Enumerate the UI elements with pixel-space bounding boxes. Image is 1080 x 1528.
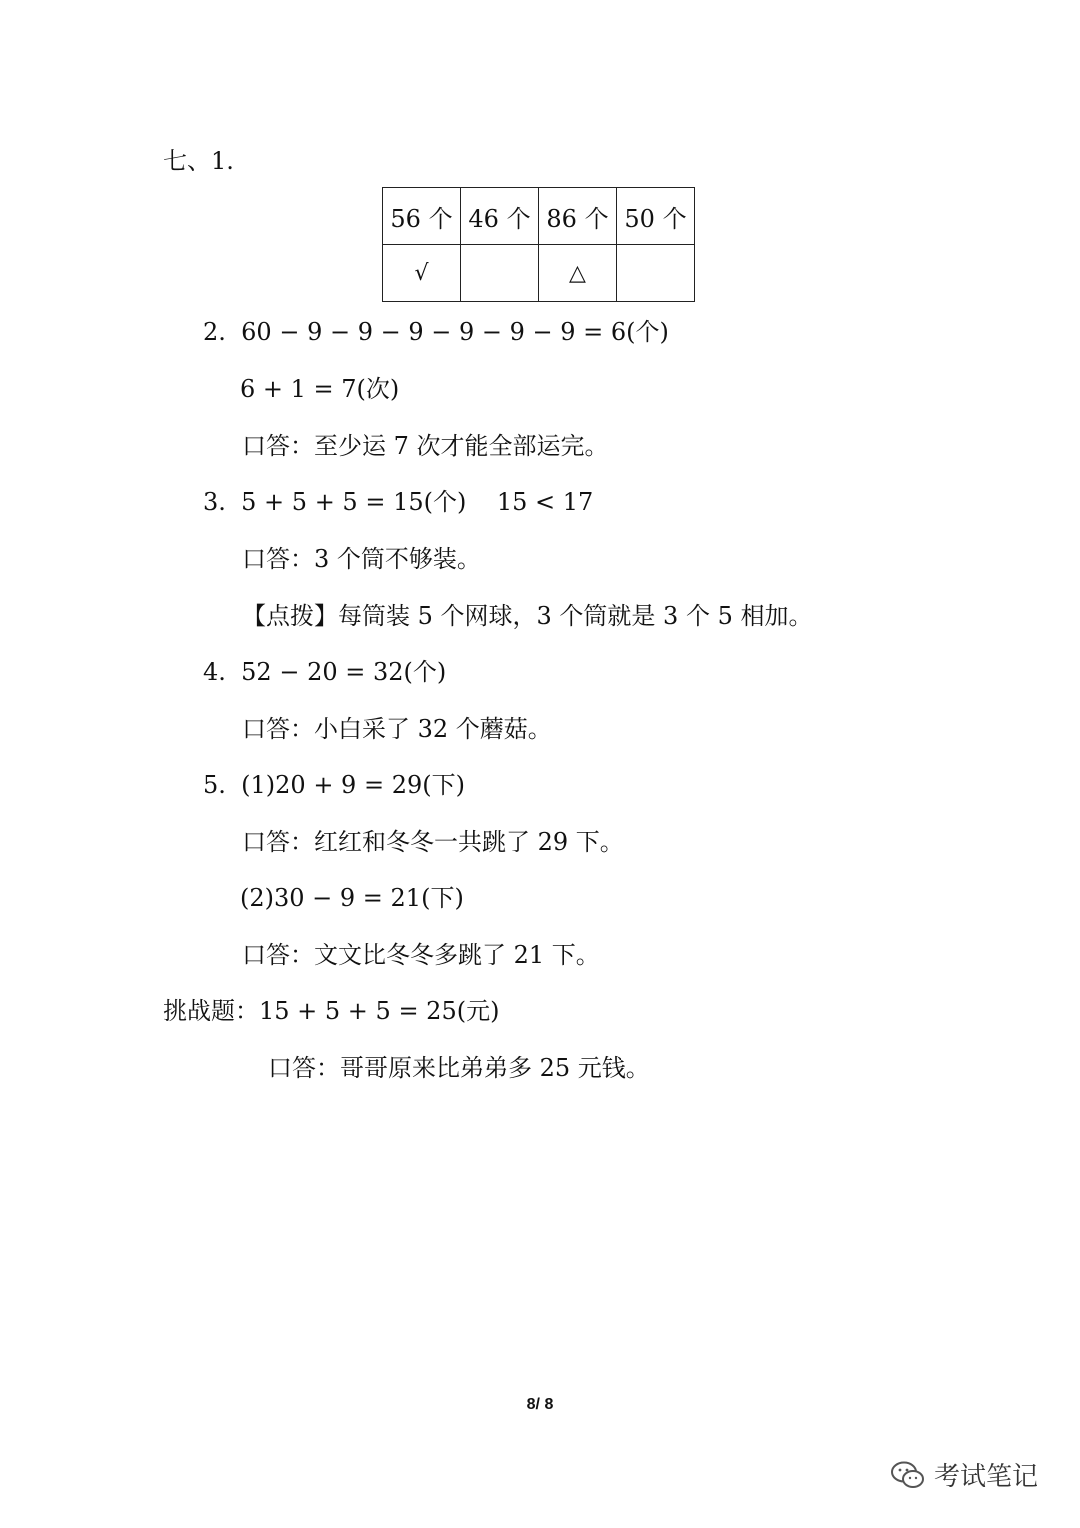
answer-line: (2)30 − 9 = 21(下) bbox=[240, 884, 464, 912]
challenge-line: 挑战题：15 + 5 + 5 = 25(元) bbox=[163, 997, 500, 1025]
watermark bbox=[890, 1456, 1038, 1493]
watermark-text: 考试笔记 bbox=[934, 1462, 1039, 1492]
answer-line: 5. (1)20 + 9 = 29(下) bbox=[203, 771, 465, 799]
answer-line: 口答：文文比冬冬多跳了 21 下。 bbox=[242, 941, 600, 969]
section-label: 七、1. bbox=[163, 147, 234, 175]
table-header-cell: 46 个 bbox=[461, 188, 539, 245]
table-mark-cell bbox=[617, 245, 695, 302]
answer-line: 口答：3 个筒不够装。 bbox=[242, 545, 481, 573]
answer-line: 6 + 1 = 7(次) bbox=[240, 375, 400, 403]
table-mark-cell bbox=[461, 245, 539, 302]
table-mark-row bbox=[383, 245, 695, 302]
page-number: 8/ 8 bbox=[526, 1396, 554, 1413]
answer-line: 口答：红红和冬冬一共跳了 29 下。 bbox=[242, 828, 624, 856]
table-mark-cell: △ bbox=[539, 245, 617, 302]
table-header-cell: 50 个 bbox=[617, 188, 695, 245]
table-header-row bbox=[383, 188, 695, 245]
answer-line: 3. 5 + 5 + 5 = 15(个) 15 < 17 bbox=[203, 488, 594, 516]
wechat-icon bbox=[890, 1460, 926, 1490]
table-header-cell: 56 个 bbox=[383, 188, 461, 245]
answer-line: 口答：至少运 7 次才能全部运完。 bbox=[242, 432, 609, 460]
answer-line: 口答：小白采了 32 个蘑菇。 bbox=[242, 715, 552, 743]
answer-table bbox=[382, 187, 695, 302]
table-header-cell: 86 个 bbox=[539, 188, 617, 245]
answer-line: 4. 52 − 20 = 32(个) bbox=[203, 658, 447, 686]
hint-line: 【点拨】每筒装 5 个网球，3 个筒就是 3 个 5 相加。 bbox=[242, 602, 813, 630]
table-mark-cell: √ bbox=[383, 245, 461, 302]
answer-line: 2. 60 − 9 − 9 − 9 − 9 − 9 − 9 = 6(个) bbox=[203, 318, 669, 346]
answer-line: 口答：哥哥原来比弟弟多 25 元钱。 bbox=[268, 1054, 650, 1082]
